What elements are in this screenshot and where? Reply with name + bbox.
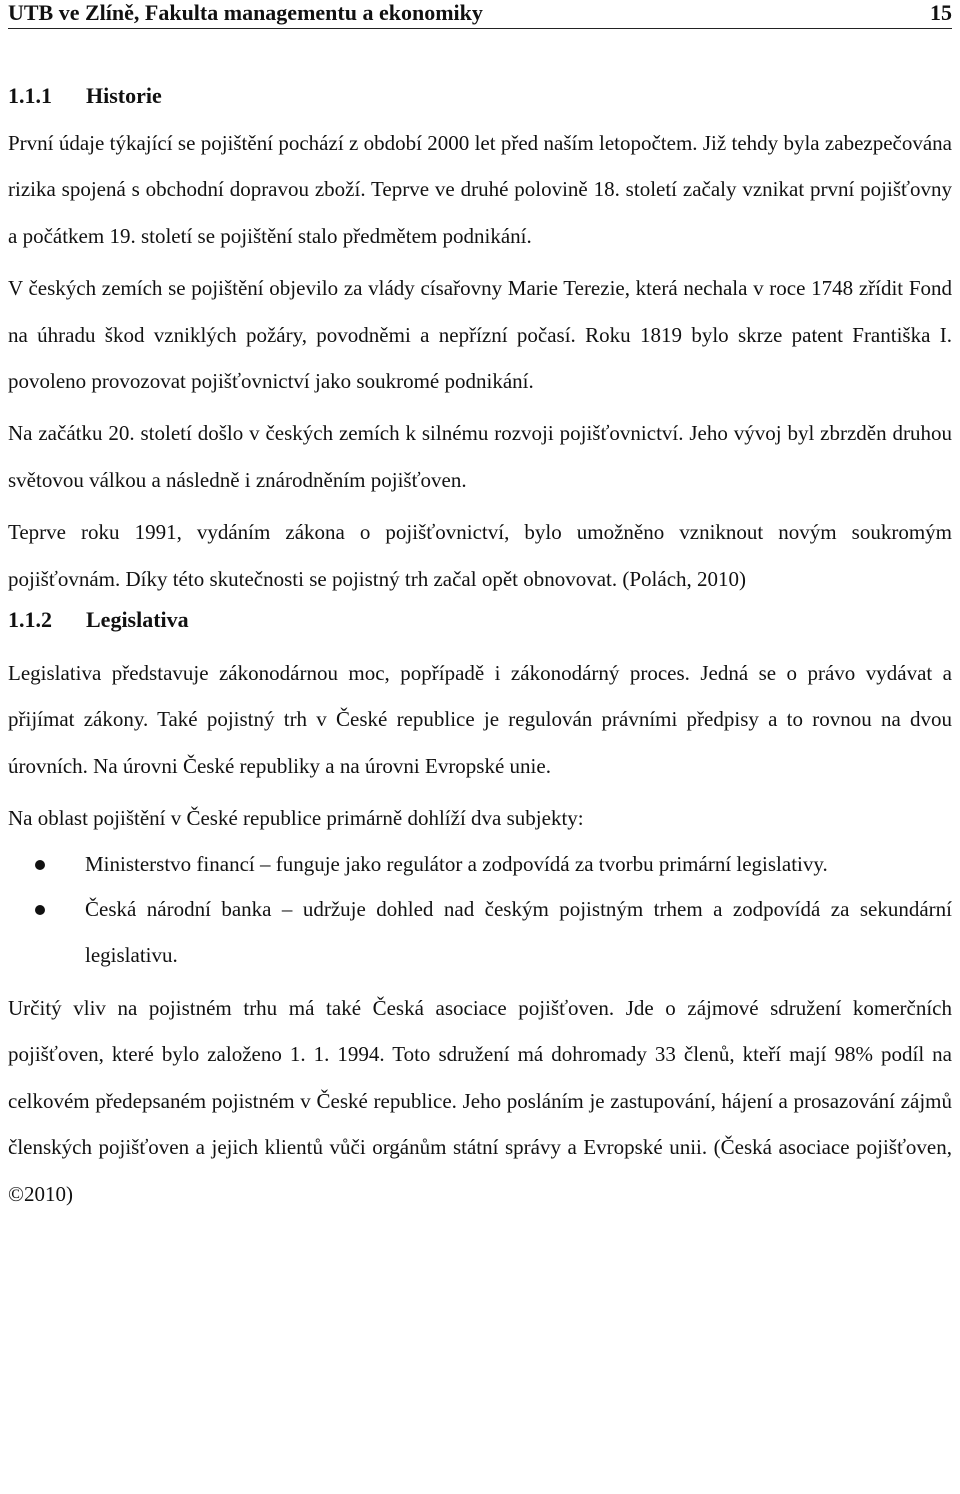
paragraph: První údaje týkající se pojištění pochází z období 2000 let před naším letopočtem. Již tehdy byla zabezpečována rizika spojená s obchodní dopravou zboží. Teprve ve druhé polovině 18. století začaly vznikat první pojišťovny a počátkem 19. století se pojištění stalo předmětem podnikání.	[8, 131, 952, 248]
section-heading-legislativa	[8, 602, 952, 638]
section-title: Historie	[86, 83, 162, 108]
section-number: 1.1.2	[8, 607, 52, 633]
bullet-list	[8, 842, 952, 979]
bullet-icon	[35, 860, 45, 870]
paragraph: Na začátku 20. století došlo v českých zemích k silnému rozvoji pojišťovnictví. Jeho vývoj byl zbrzděn druhou světovou válkou a následně i znárodněním pojišťoven.	[8, 421, 952, 492]
list-item-text: Ministerstvo financí – funguje jako regulátor a zodpovídá za tvorbu primární legislativy.	[85, 851, 828, 876]
paragraph: Na oblast pojištění v České republice primárně dohlíží dva subjekty:	[8, 806, 584, 831]
bullet-icon	[35, 905, 45, 915]
section-number: 1.1.1	[8, 83, 52, 108]
page-content	[8, 78, 952, 1217]
list-item	[8, 887, 952, 979]
section-heading-historie	[8, 78, 952, 114]
section-title: Legislativa	[86, 607, 189, 633]
paragraph: V českých zemích se pojištění objevilo za vlády císařovny Marie Terezie, která nechala v roce 1748 zřídit Fond na úhradu škod vzniklých požáry, povodněmi a nepřízní počasí. Roku 1819 bylo skrze patent Františka I. povoleno provozovat pojišťovnictví jako soukromé podnikání.	[8, 276, 952, 394]
paragraph: Určitý vliv na pojistném trhu má také Česká asociace pojišťoven. Jde o zájmové sdružení komerčních pojišťoven, které bylo založeno 1. 1. 1994. Toto sdružení má dohromady 33 členů, kteří mají 98% podíl na celkovém předepsaném pojistném v České republice. Jeho posláním je zastupování, hájení a prosazování zájmů členských pojišťoven a jejich klientů vůči orgánům státní správy a Evropské unii. (Česká asociace pojišťoven, ©2010)	[8, 996, 952, 1206]
page-number: 15	[930, 0, 952, 25]
header-title: UTB ve Zlíně, Fakulta managementu a ekonomiky	[8, 0, 483, 25]
paragraph: Teprve roku 1991, vydáním zákona o pojišťovnictví, bylo umožněno vzniknout novým soukromým pojišťovnám. Díky této skutečnosti se pojistný trh začal opět obnovovat. (Polách, 2010)	[8, 520, 952, 591]
list-item-text: Česká národní banka – udržuje dohled nad českým pojistným trhem a zodpovídá za sekundární legislativu.	[85, 897, 952, 968]
running-header	[8, 0, 952, 29]
list-item	[8, 842, 952, 888]
paragraph: Legislativa představuje zákonodárnou moc, popřípadě i zákonodárný proces. Jedná se o právo vydávat a přijímat zákony. Také pojistný trh v České republice je regulován právními předpisy a to rovnou na dvou úrovních. Na úrovni České republiky a na úrovni Evropské unie.	[8, 661, 952, 778]
